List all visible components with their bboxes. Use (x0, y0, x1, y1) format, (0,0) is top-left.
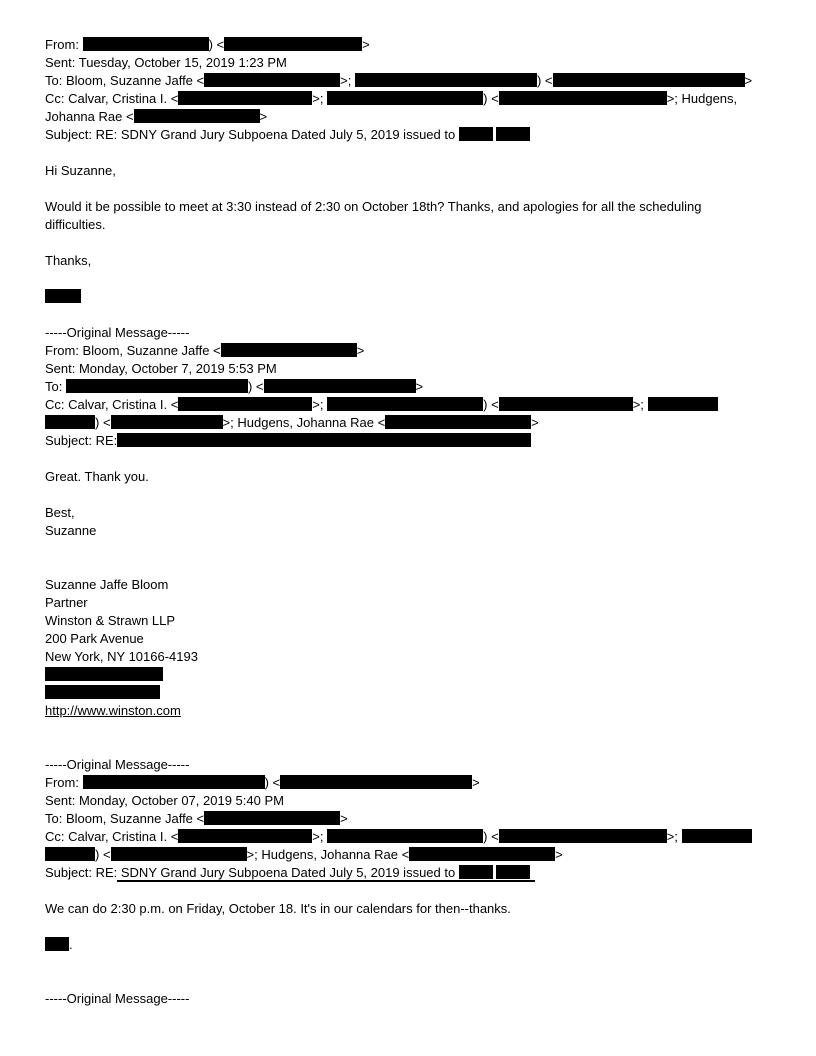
from-label: From: (45, 37, 79, 52)
redaction-box (45, 937, 69, 951)
separator: ) < (247, 379, 264, 394)
msg1-sent-line: Sent: Tuesday, October 15, 2019 1:23 PM (45, 55, 287, 70)
redaction-box (682, 829, 752, 843)
redaction-box (111, 847, 247, 861)
msg4-original-header: -----Original Message----- (45, 991, 190, 1006)
cc-name: >; Hudgens, Johanna Rae < (222, 415, 386, 430)
msg3-subject-line (45, 864, 785, 882)
separator: >; Hudgens, (666, 91, 738, 106)
signature-name: Suzanne Jaffe Bloom (45, 577, 169, 592)
redaction-box (459, 127, 493, 141)
msg1-body-line-1: Would it be possible to meet at 3:30 instead of 2:30 on October 18th? Thanks, and apologies for all the scheduling (45, 199, 702, 214)
redaction-box (224, 37, 362, 51)
subject-text: Subject: RE: (45, 433, 118, 448)
redaction-box (178, 397, 312, 411)
subject-underline (117, 880, 535, 882)
cc-label: Cc: Calvar, Cristina I. < (45, 829, 179, 844)
msg1-cc-line (45, 90, 785, 108)
separator: >; (312, 91, 324, 106)
redaction-box (66, 379, 248, 393)
redaction-box (45, 667, 163, 681)
email-thread (45, 36, 785, 1008)
msg2-cc-line-2 (45, 414, 785, 432)
signature-address-1: 200 Park Avenue (45, 631, 144, 646)
msg1-from-line (45, 36, 785, 54)
separator: >; (340, 73, 352, 88)
cc-name: >; Hudgens, Johanna Rae < (246, 847, 410, 862)
separator: > (744, 73, 753, 88)
redaction-box (499, 91, 667, 105)
redaction-box (355, 73, 537, 87)
msg3-sent-line: Sent: Monday, October 07, 2019 5:40 PM (45, 793, 284, 808)
msg2-sent-line: Sent: Monday, October 7, 2019 5:53 PM (45, 361, 277, 376)
cc-label: Cc: Calvar, Cristina I. < (45, 91, 179, 106)
separator: ) < (483, 829, 499, 844)
redaction-box (648, 397, 718, 411)
redaction-box (111, 415, 223, 429)
redaction-box (178, 829, 312, 843)
separator: > (340, 811, 348, 826)
redaction-box (327, 829, 483, 843)
from-text: From: Bloom, Suzanne Jaffe < (45, 343, 221, 358)
signature-address-2: New York, NY 10166-4193 (45, 649, 198, 664)
signature-phone (45, 666, 785, 684)
cc-name: Johanna Rae < (45, 109, 134, 124)
redaction-box (45, 847, 95, 861)
separator: > (472, 775, 480, 790)
msg3-to-line (45, 810, 785, 828)
msg3-signature (45, 936, 785, 954)
msg1-subject-line (45, 126, 785, 144)
signature-url-line (45, 702, 785, 720)
msg2-from-line (45, 342, 785, 360)
redaction-box (385, 415, 531, 429)
msg2-subject-line (45, 432, 785, 450)
separator: > (356, 343, 365, 358)
redaction-box (553, 73, 745, 87)
msg2-to-line (45, 378, 785, 396)
redaction-box (45, 289, 81, 303)
separator: > (362, 37, 370, 52)
redaction-box (280, 775, 472, 789)
redaction-box (499, 829, 667, 843)
msg1-body-line-2: difficulties. (45, 217, 106, 232)
redaction-box (499, 397, 633, 411)
separator: > (415, 379, 424, 394)
redaction-box (83, 775, 265, 789)
msg1-to-line (45, 72, 785, 90)
redaction-box (264, 379, 416, 393)
subject-text: Subject: RE: SDNY Grand Jury Subpoena Dated July 5, 2019 issued to (45, 865, 456, 880)
msg2-original-header: -----Original Message----- (45, 325, 190, 340)
msg1-cc-line-2 (45, 108, 785, 126)
separator: ) < (208, 37, 225, 52)
msg2-cc-line (45, 396, 785, 414)
redaction-box (45, 685, 160, 699)
to-text: To: Bloom, Suzanne Jaffe < (45, 811, 205, 826)
redaction-box (204, 73, 340, 87)
msg1-closing: Thanks, (45, 253, 92, 268)
redaction-box (204, 811, 340, 825)
msg3-original-header: -----Original Message----- (45, 757, 190, 772)
msg3-from-line (45, 774, 785, 792)
separator: ) < (95, 415, 111, 430)
redaction-box (221, 343, 357, 357)
winston-website-link[interactable]: http://www.winston.com (45, 703, 181, 718)
subject-text: Subject: RE: SDNY Grand Jury Subpoena Dated July 5, 2019 issued to (45, 127, 456, 142)
msg2-name: Suzanne (45, 523, 97, 538)
separator: ) < (95, 847, 111, 862)
separator: >; (312, 829, 324, 844)
msg1-greeting: Hi Suzanne, (45, 163, 116, 178)
msg2-best: Best, (45, 505, 75, 520)
signature-title: Partner (45, 595, 88, 610)
msg3-cc-line-2 (45, 846, 785, 864)
separator: >; (666, 829, 678, 844)
signature-email (45, 684, 785, 702)
separator: > (531, 415, 539, 430)
redaction-box (409, 847, 555, 861)
from-label: From: (45, 775, 79, 790)
separator: >; (312, 397, 324, 412)
redaction-box (83, 37, 209, 51)
redaction-box (117, 433, 531, 447)
separator: > (259, 109, 268, 124)
redaction-box (178, 91, 312, 105)
redaction-box (327, 397, 483, 411)
to-label: To: Bloom, Suzanne Jaffe < (45, 73, 205, 88)
msg3-body: We can do 2:30 p.m. on Friday, October 18. It's in our calendars for then--thanks. (45, 901, 511, 916)
msg1-signature (45, 288, 785, 306)
msg3-cc-line (45, 828, 785, 846)
signature-firm: Winston & Strawn LLP (45, 613, 176, 628)
cc-label: Cc: Calvar, Cristina I. < (45, 397, 179, 412)
redaction-box (459, 865, 493, 879)
separator: ) < (483, 91, 499, 106)
separator: ) < (536, 73, 553, 88)
redaction-box (496, 127, 530, 141)
separator: >; (632, 397, 644, 412)
redaction-box (134, 109, 260, 123)
msg2-body: Great. Thank you. (45, 469, 149, 484)
separator: ) < (264, 775, 281, 790)
redaction-box (45, 415, 95, 429)
redaction-box (496, 865, 530, 879)
signature-period: . (69, 937, 73, 952)
separator: ) < (483, 397, 499, 412)
separator: > (555, 847, 563, 862)
redaction-box (327, 91, 483, 105)
to-label: To: (45, 379, 63, 394)
